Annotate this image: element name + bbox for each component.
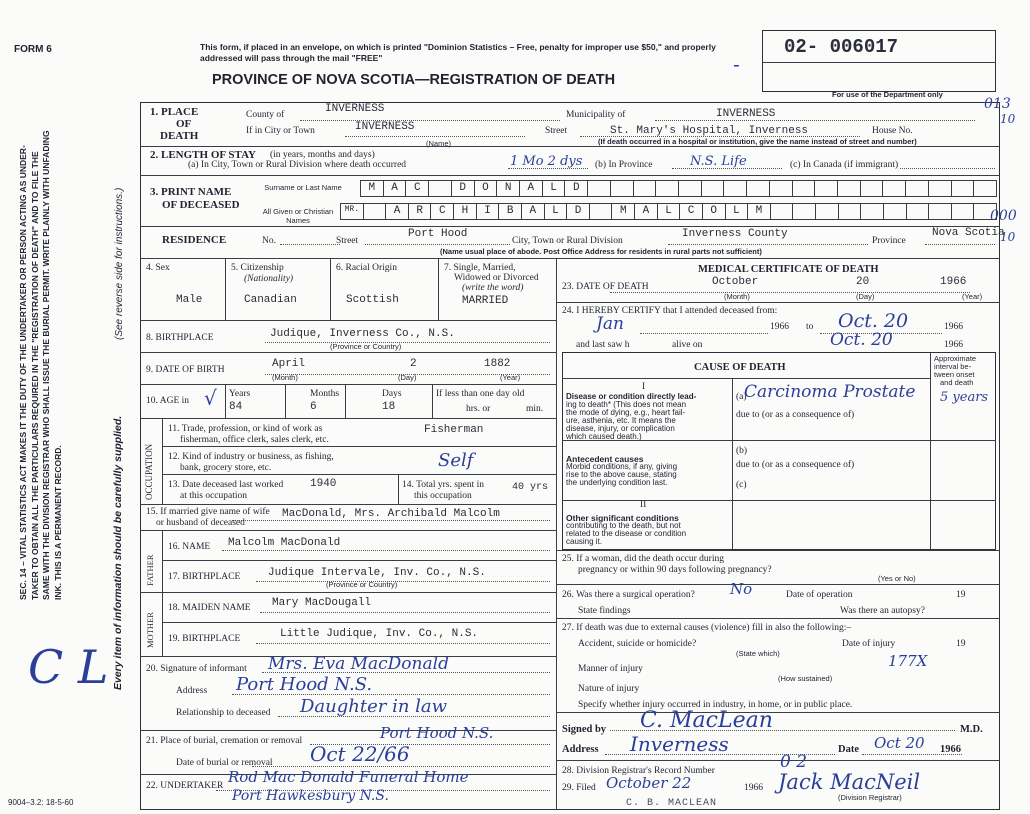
interval-caption-1: Approximate	[934, 354, 977, 363]
letter-box-char: C	[413, 182, 421, 194]
q15-label-2: or husband of deceased	[156, 518, 245, 528]
informant-address-value: Port Hood N.S.	[236, 674, 373, 695]
citizenship-caption: (Nationality)	[244, 274, 294, 284]
record-number-value: 0 2	[780, 752, 808, 772]
reverse-instructions: (See reverse side for instructions.)	[114, 187, 125, 340]
informant-label: 20. Signature of informant	[146, 664, 247, 674]
county-label: County of	[246, 110, 285, 120]
death-day-caption: (Day)	[856, 292, 875, 301]
q27-specify-label: Specify whether injury occurred in industry, in home, or in public place.	[578, 700, 853, 710]
letter-box	[363, 203, 387, 220]
letter-box-char: M	[368, 182, 376, 194]
physician-date-value: Oct 20	[874, 734, 925, 752]
physician-date-label: Date	[838, 744, 859, 755]
letter-box	[521, 203, 545, 220]
attended-to-year: 1966	[944, 322, 963, 332]
letter-box-char: M	[755, 205, 763, 217]
disease-text-4: ure, asthenia, etc. It means the	[566, 416, 676, 425]
q26-value: No	[730, 580, 753, 598]
dept-use-caption: For use of the Department only	[832, 90, 943, 99]
letter-box	[657, 203, 681, 220]
physician-address-value: Inverness	[630, 732, 729, 756]
letter-box-char: A	[393, 205, 401, 217]
q11-value: Fisherman	[424, 424, 484, 436]
disease-text-1: Disease or condition directly lead-	[566, 392, 697, 401]
q27-how-caption: (How sustained)	[778, 674, 833, 683]
letter-box	[928, 180, 952, 197]
letter-box	[883, 203, 907, 220]
other-text-1: Other significant conditions	[566, 513, 679, 523]
sex-value: Male	[176, 294, 203, 306]
residence-no-label: No.	[262, 236, 276, 246]
q14-label-1: 14. Total yrs. spent in	[402, 480, 485, 490]
letter-box-char: L	[665, 205, 672, 217]
letter-box-char: L	[550, 182, 557, 194]
letter-box-char: A	[391, 182, 398, 194]
record-number-label: 28. Division Registrar's Record Number	[562, 766, 715, 776]
letter-box	[655, 180, 679, 197]
attendance-label: 24. I HEREBY CERTIFY that I attended deceased from:	[562, 306, 778, 316]
letter-box	[678, 180, 702, 197]
stay-province-label: (b) In Province	[595, 160, 653, 170]
letter-box-char: O	[482, 182, 489, 194]
q27-date-year: 19	[956, 639, 966, 649]
letter-box	[544, 203, 568, 220]
letter-box	[815, 203, 839, 220]
letter-box-char: L	[552, 205, 559, 217]
father-birthplace-value: Judique Intervale, Inv. Co., N.S.	[268, 567, 486, 579]
last-saw-year: 1966	[944, 340, 963, 350]
q14-label-2: this occupation	[414, 491, 472, 501]
interval-caption-3: tween onset	[934, 370, 975, 379]
margin-code-2: 10	[1000, 112, 1016, 126]
letter-box	[430, 203, 454, 220]
sex-label: 4. Sex	[146, 263, 170, 273]
age-years-label: Years	[229, 389, 251, 399]
q27-date-label: Date of injury	[842, 639, 896, 649]
burial-date-label: Date of burial or removal	[176, 758, 273, 768]
letter-box-char: R	[416, 205, 423, 217]
letter-box-char: A	[527, 182, 535, 194]
q12-value: Self	[438, 450, 474, 471]
length-of-stay-caption: (in years, months and days)	[270, 150, 375, 160]
given-names-label: All Given or Christian Names	[262, 207, 334, 225]
letter-box	[973, 203, 997, 220]
length-of-stay-label: 2. LENGTH OF STAY	[150, 149, 256, 161]
form-footer-code: 9004–3.2: 18-5-60	[8, 798, 74, 807]
title-dash-mark: -	[733, 52, 740, 76]
burial-place-label: 21. Place of burial, cremation or removal	[146, 736, 303, 746]
date-of-death-year: 1966	[940, 276, 967, 288]
section-roman-1: I	[642, 382, 646, 392]
letter-box-char: I	[484, 205, 491, 217]
letter-box	[611, 203, 635, 220]
dob-label: 9. DATE OF BIRTH	[146, 365, 225, 375]
letter-box	[906, 203, 930, 220]
q12-label-2: bank, grocery store, etc.	[180, 463, 272, 473]
stay-canada-label: (c) In Canada (if immigrant)	[790, 160, 899, 170]
antecedent-text-2: Morbid conditions, if any, giving	[566, 462, 678, 471]
filed-year: 1966	[744, 783, 763, 793]
father-name-label: 16. NAME	[168, 542, 211, 552]
registrar-stamp: C. B. MACLEAN	[626, 798, 718, 809]
informant-address-label: Address	[176, 686, 208, 696]
father-name-value: Malcolm MacDonald	[228, 537, 341, 549]
racial-origin-value: Scottish	[346, 294, 399, 306]
q27-state-caption: (State which)	[736, 649, 780, 658]
letter-box	[610, 180, 634, 197]
marital-caption: (write the word)	[462, 283, 524, 293]
marital-label-2: Widowed or Divorced	[454, 273, 539, 283]
letter-box	[564, 180, 588, 197]
letter-box	[408, 203, 432, 220]
letter-box	[679, 203, 703, 220]
dob-year-caption: (Year)	[500, 373, 521, 382]
undertaker-label: 22. UNDERTAKER	[146, 781, 224, 791]
q13-label-1: 13. Date deceased last worked	[168, 480, 284, 490]
citizenship-value: Canadian	[244, 294, 297, 306]
interval-caption-2: interval be-	[934, 362, 972, 371]
letter-box	[633, 180, 657, 197]
stay-city-value: 1 Mo 2 dys	[510, 154, 583, 169]
father-side-label: FATHER	[145, 554, 155, 586]
city-value: INVERNESS	[355, 121, 415, 133]
letter-box	[951, 203, 975, 220]
q25-label-2: pregnancy or within 90 days following pregnancy?	[578, 565, 772, 575]
letter-box	[360, 180, 384, 197]
margin-code-1: 013	[984, 96, 1011, 112]
q26-date-year: 19	[956, 590, 966, 600]
cause-c-label: (c)	[736, 480, 747, 490]
residence-caption: (Name usual place of abode. Post Office Address for residents in rural parts not sufficient)	[440, 247, 762, 256]
residence-city-value: Inverness County	[682, 228, 788, 240]
filed-date: October 22	[606, 774, 692, 792]
place-of-death-label-3: DEATH	[160, 130, 199, 142]
age-days-label: Days	[382, 389, 402, 399]
residence-street-value: Port Hood	[408, 228, 468, 240]
letter-box	[340, 203, 364, 220]
letter-box-char: MR.	[344, 205, 359, 214]
medical-title: MEDICAL CERTIFICATE OF DEATH	[698, 264, 879, 275]
residence-city-label: City, Town or Rural Division	[512, 236, 623, 246]
date-of-death-month: October	[712, 276, 759, 288]
q26-date-label: Date of operation	[786, 590, 853, 600]
letter-box	[770, 203, 794, 220]
letter-box	[634, 203, 658, 220]
attended-from: Jan	[596, 314, 624, 334]
letter-box-char: A	[529, 205, 537, 217]
birthplace-caption: (Province or Country)	[330, 342, 402, 351]
last-saw-label-2: alive on	[672, 340, 703, 350]
q12-label-1: 12. Kind of industry or business, as fishing,	[168, 452, 334, 462]
physician-address-label: Address	[562, 744, 599, 755]
other-text-3: related to the disease or condition	[566, 529, 687, 538]
municipality-value: INVERNESS	[716, 108, 776, 120]
attended-to-label: to	[806, 322, 814, 332]
antecedent-text-4: the underlying condition last.	[566, 478, 668, 487]
given-name-letter-boxes	[340, 203, 996, 221]
marital-label-1: 7. Single, Married,	[444, 263, 516, 273]
side-initials: C L	[28, 640, 109, 694]
letter-box	[498, 203, 522, 220]
letter-box-char: A	[642, 205, 650, 217]
dob-day-caption: (Day)	[398, 373, 417, 382]
city-label: If in City or Town	[246, 126, 315, 136]
print-name-label-2: OF DECEASED	[162, 199, 240, 211]
letter-box	[769, 180, 793, 197]
age-months-label: Months	[310, 389, 340, 399]
letter-box	[792, 203, 816, 220]
age-less-label-2: hrs. or	[466, 404, 491, 414]
burial-date-value: Oct 22/66	[310, 742, 410, 766]
county-value: INVERNESS	[325, 103, 385, 115]
letter-box	[792, 180, 816, 197]
letter-box	[725, 203, 749, 220]
margin-code-4: 10	[1000, 230, 1016, 244]
dob-month: April	[272, 358, 306, 370]
every-item-notice: Every item of information should be carefully supplied.	[112, 415, 124, 690]
letter-box	[519, 180, 543, 197]
q25-label-1: 25. If a woman, did the death occur during	[562, 554, 724, 564]
physician-signature: C. MacLean	[640, 708, 773, 733]
age-days-value: 18	[382, 401, 396, 413]
letter-box	[428, 180, 452, 197]
street-label: Street	[545, 126, 568, 136]
letter-box	[453, 203, 477, 220]
q26-autopsy-label: Was there an autopsy?	[840, 606, 925, 616]
margin-code-3: 000	[990, 208, 1017, 224]
mother-maiden-value: Mary MacDougall	[272, 597, 372, 609]
statute-notice: SEC. 14 – VITAL STATISTICS ACT MAKES IT THE DUTY OF THE UNDERTAKER OR PERSON ACTING AS UNDER-TAKER TO OBTAIN ALL THE PARTICULARS REQUIRED IN THE "REGISTRATION OF DEATH" AND TO FILE THE SAME WITH THE DIVISION REGISTRAR WHO SHALL ISSUE THE BURIAL PERMIT. WRITE PLAINLY WITH UNFADING INK. THIS IS A PERMANENT RECORD.	[18, 130, 63, 600]
letter-box	[837, 180, 861, 197]
age-less-label-3: min.	[526, 404, 544, 414]
q11-label-1: 11. Trade, profession, or kind of work as	[168, 424, 323, 434]
informant-signature: Mrs. Eva MacDonald	[268, 654, 449, 674]
due-to-b: due to (or as a consequence of)	[736, 460, 855, 470]
due-to-a: due to (or as a consequence of)	[736, 410, 855, 420]
page-title: PROVINCE OF NOVA SCOTIA—REGISTRATION OF DEATH	[212, 72, 616, 88]
cause-of-death-title: CAUSE OF DEATH	[694, 362, 786, 373]
street-value: St. Mary's Hospital, Inverness	[610, 125, 809, 137]
q26-findings-label: State findings	[578, 606, 631, 616]
letter-box	[589, 203, 613, 220]
burial-place-value: Port Hood N.S.	[380, 724, 494, 742]
other-text-2: contributing to the death, but not	[566, 521, 681, 530]
antecedent-text-1: Antecedent causes	[566, 454, 644, 464]
letter-box-char: O	[710, 205, 718, 217]
date-of-death-day: 20	[856, 276, 870, 288]
letter-box-char: D	[574, 205, 582, 217]
other-text-4: causing it.	[566, 537, 603, 546]
envelope-notice: This form, if placed in an envelope, on which is printed "Dominion Statistics – Free, penalty for improper use $50," and properly addressed will pass through the mail "FREE"	[200, 42, 716, 63]
occupation-side-label: OCCUPATION	[144, 443, 154, 500]
letter-box	[860, 180, 884, 197]
interval-caption-4: and death	[940, 378, 974, 387]
age-less-label-1: If less than one day old	[436, 389, 525, 399]
municipality-label: Municipality of	[566, 110, 626, 120]
q13-value: 1940	[310, 478, 337, 490]
mother-birthplace-label: 19. BIRTHPLACE	[168, 634, 241, 644]
letter-box	[566, 203, 590, 220]
form-number: FORM 6	[14, 44, 52, 55]
filed-label: 29. Filed	[562, 783, 596, 793]
letter-box-char: D	[572, 182, 580, 194]
dob-year: 1882	[484, 358, 511, 370]
age-check-mark: √	[204, 386, 217, 410]
q14-value: 40 yrs	[512, 482, 549, 493]
letter-box	[405, 180, 429, 197]
letter-box-char: M	[619, 205, 627, 217]
disease-text-5: disease, injury, or complication	[566, 424, 675, 433]
relationship-label: Relationship to deceased	[176, 708, 271, 718]
letter-box	[474, 180, 498, 197]
letter-box	[476, 203, 500, 220]
letter-box	[542, 180, 566, 197]
surname-letter-boxes	[360, 180, 996, 198]
cause-b-label: (b)	[736, 446, 748, 456]
letter-box	[882, 180, 906, 197]
stay-city-label: (a) In City, Town or Rural Division where death occurred	[188, 160, 407, 170]
letter-box	[860, 203, 884, 220]
letter-box	[747, 203, 771, 220]
undertaker-value-2: Port Hawkesbury N.S.	[232, 788, 389, 804]
hospital-note: (If death occurred in a hospital or institution, give the name instead of street and number)	[598, 137, 917, 146]
mother-side-label: MOTHER	[145, 612, 155, 648]
mother-maiden-label: 18. MAIDEN NAME	[168, 603, 251, 613]
letter-box-char: C	[438, 205, 446, 217]
marital-value: MARRIED	[462, 295, 509, 307]
place-of-death-label-2: OF	[176, 118, 192, 130]
letter-box-char: L	[733, 205, 740, 217]
md-label: M.D.	[960, 724, 983, 735]
dob-month-caption: (Month)	[272, 373, 298, 382]
physician-date-year: 1966	[940, 744, 961, 755]
father-birthplace-label: 17. BIRTHPLACE	[168, 572, 241, 582]
letter-box-char: B	[506, 205, 514, 217]
residence-street-label: Street	[336, 236, 359, 246]
place-of-death-label-1: 1. PLACE	[150, 106, 199, 118]
registration-number: 02- 006017	[784, 36, 899, 58]
attended-from-year: 1966	[770, 322, 789, 332]
letter-box	[951, 180, 975, 197]
q15-value: MacDonald, Mrs. Archibald Malcolm	[282, 508, 500, 520]
q15-label-1: 15. If married give name of wife	[146, 507, 270, 517]
letter-box	[723, 180, 747, 197]
disease-text-6: which caused death.)	[566, 432, 642, 441]
undertaker-value: Rod Mac Donald Funeral Home	[228, 768, 469, 786]
racial-origin-label: 6. Racial Origin	[336, 263, 397, 273]
letter-box	[701, 180, 725, 197]
name-caption: (Name)	[426, 139, 452, 148]
residence-province-value: Nova Scotia	[932, 227, 1005, 239]
letter-box	[587, 180, 611, 197]
letter-box	[385, 203, 409, 220]
stay-province-value: N.S. Life	[690, 154, 747, 169]
q25-yes-no: (Yes or No)	[878, 574, 916, 583]
letter-box	[746, 180, 770, 197]
q27-manner-label: Manner of injury	[578, 664, 643, 674]
q11-label-2: fisherman, office clerk, sales clerk, etc.	[180, 435, 329, 445]
q27-manner-code: 177X	[888, 652, 928, 670]
letter-box	[838, 203, 862, 220]
letter-box-char: H	[461, 205, 469, 217]
house-label: House No.	[872, 126, 913, 136]
letter-box	[383, 180, 407, 197]
birthplace-label: 8. BIRTHPLACE	[146, 333, 214, 343]
age-label: 10. AGE in	[146, 396, 190, 406]
residence-label: RESIDENCE	[162, 234, 227, 246]
letter-box	[928, 203, 952, 220]
mother-birthplace-value: Little Judique, Inv. Co., N.S.	[280, 628, 479, 640]
birthplace-value: Judique, Inverness Co., N.S.	[270, 328, 455, 340]
q27-label: 27. If death was due to external causes (violence) fill in also the following:–	[562, 623, 852, 633]
cause-a-value: Carcinoma Prostate	[744, 382, 916, 402]
age-years-value: 84	[229, 401, 243, 413]
letter-box-char: N	[504, 182, 512, 194]
q27-accident-label: Accident, suicide or homicide?	[578, 639, 697, 649]
letter-box	[814, 180, 838, 197]
cause-a-interval: 5 years	[940, 390, 989, 405]
signed-by-label: Signed by	[562, 724, 607, 735]
citizenship-label: 5. Citizenship	[231, 263, 284, 273]
q27-nature-label: Nature of injury	[578, 684, 640, 694]
q26-label: 26. Was there a surgical operation?	[562, 590, 695, 600]
letter-box-char: D	[459, 182, 466, 194]
disease-text-2: ing to death* (This does not mean	[566, 400, 687, 409]
last-saw-value: Oct. 20	[830, 330, 893, 350]
registrar-caption: (Division Registrar)	[838, 793, 902, 802]
letter-box	[496, 180, 520, 197]
relationship-value: Daughter in law	[300, 696, 448, 717]
dob-day: 2	[410, 358, 417, 370]
last-saw-label: and last saw h	[576, 340, 630, 350]
letter-box-char: C	[687, 205, 695, 217]
attended-to: Oct. 20	[838, 310, 909, 332]
age-months-value: 6	[310, 401, 317, 413]
father-birthplace-caption: (Province or Country)	[326, 580, 398, 589]
q13-label-2: at this occupation	[180, 491, 248, 501]
letter-box	[702, 203, 726, 220]
section-roman-2: II	[640, 500, 647, 510]
registrar-signature: Jack MacNeil	[778, 770, 921, 794]
disease-text-3: the mode of dying, e.g., heart fail-	[566, 408, 686, 417]
death-month-caption: (Month)	[724, 292, 750, 301]
residence-province-label: Province	[872, 236, 906, 246]
letter-box	[905, 180, 929, 197]
letter-box	[451, 180, 475, 197]
date-of-death-label: 23. DATE OF DEATH	[562, 282, 649, 292]
print-name-label-1: 3. PRINT NAME	[150, 186, 232, 198]
surname-label: Surname or Last Name	[264, 183, 342, 192]
death-year-caption: (Year)	[962, 292, 983, 301]
letter-box	[973, 180, 997, 197]
cause-a-label: (a)	[736, 392, 747, 402]
antecedent-text-3: rise to the above cause, stating	[566, 470, 677, 479]
